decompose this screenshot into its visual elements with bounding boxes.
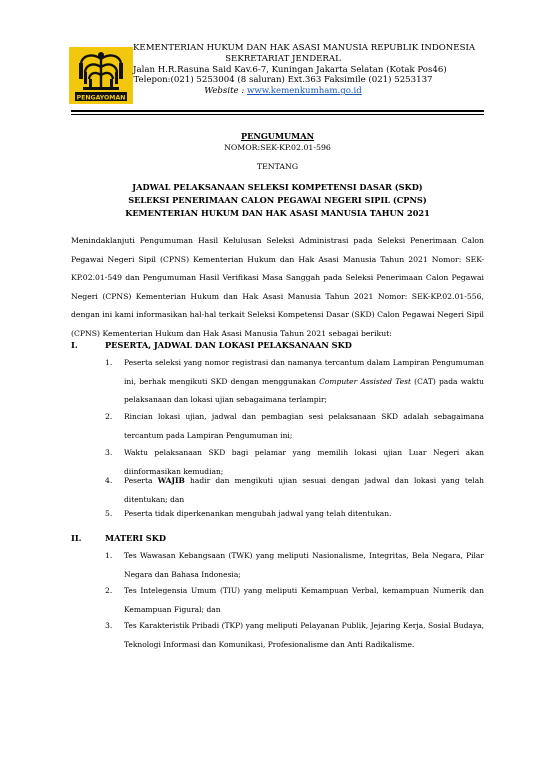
section-1-item-1-number: 1. [105, 358, 113, 367]
section-1-item-3: Waktu pelaksanaan SKD bagi pelamar yang memilih lokasi ujian Luar Negeri akan diinformasikan kemudian; [124, 448, 484, 476]
pengayoman-emblem-icon [69, 47, 133, 104]
announcement-number: NOMOR:SEK-KP.02.01-596 [224, 143, 331, 152]
letterhead-text [133, 43, 476, 97]
emphasis-wajib: WAJIB [157, 476, 185, 485]
section-1-item-2-number: 2. [105, 412, 113, 421]
section-1-item-4-number: 4. [105, 476, 113, 485]
announcement-subject-line-1: JADWAL PELAKSANAAN SELEKSI KOMPETENSI DASAR (SKD) [132, 182, 423, 192]
intro-paragraph: Menindaklanjuti Pengumuman Hasil Kelulusan Seleksi Administrasi pada Seleksi Penerimaan Calon Pegawai Negeri Sipil (CPNS) Kementerian Hukum dan Hak Asasi Manusia Tahun 2021 Nomor: SEK-KP.02.01-549 dan Pengumuman Hasil Verifikasi Masa Sanggah pada Seleksi Penerimaan Calon Pegawai Negeri (CPNS) Kementerian Hukum dan Hak Asasi Manusia Tahun 2021 Nomor: SEK-KP.02.01-556, dengan ini kami informasikan hal-hal terkait Seleksi Kompetensi Dasar (SKD) Calon Pegawai Negeri Sipil (CPNS) Kementerian Hukum dan Hak Asasi Manusia Tahun 2021 sebagai berikut: [71, 236, 484, 338]
section-1-item-5-number: 5. [105, 509, 113, 518]
section-1-item-4: Peserta WAJIB hadir dan mengikuti ujian sesuai dengan jadwal dan lokasi yang telah ditentukan; dan [124, 476, 485, 504]
announcement-title: PENGUMUMAN [240, 131, 315, 141]
section-2-item-3: Tes Karakteristik Pribadi (TKP) yang meliputi Pelayanan Publik, Jejaring Kerja, Sosial Budaya, Teknologi Informasi dan Komunikasi, Profesionalisme dan Anti Radikalisme. [124, 621, 484, 649]
logo-caption: PENGAYOMAN [76, 94, 126, 102]
section-1-item-5: Peserta tidak diperkenankan mengubah jadwal yang telah ditentukan. [124, 509, 392, 518]
website-label: Website : [204, 86, 247, 97]
section-2-item-1-number: 1. [105, 551, 113, 560]
announcement-subject-line-3: KEMENTERIAN HUKUM DAN HAK ASASI MANUSIA TAHUN 2021 [125, 208, 430, 218]
letterhead-divider-thick [71, 110, 484, 112]
section-1-title: PESERTA, JADWAL DAN LOKASI PELAKSANAAN SKD [105, 340, 352, 350]
section-1-item-2: Rincian lokasi ujian, jadwal dan pembagian sesi pelaksanaan SKD adalah sebagaimana tercantum pada Lampiran Pengumuman ini; [124, 412, 484, 440]
section-2-number: II. [71, 533, 82, 543]
section-2-item-1: Tes Wawasan Kebangsaan (TWK) yang meliputi Nasionalisme, Integritas, Bela Negara, Pilar Negara dan Bahasa Indonesia; [124, 551, 484, 579]
section-1-number: I. [71, 340, 78, 350]
emphasis-cat: Computer Assisted Test [319, 376, 411, 386]
announcement-subject-line-2: SELEKSI PENERIMAAN CALON PEGAWAI NEGERI SIPIL (CPNS) [128, 195, 427, 205]
letterhead-ministry: KEMENTERIAN HUKUM DAN HAK ASASI MANUSIA REPUBLIK INDONESIA [133, 43, 476, 53]
letterhead-address: Jalan H.R.Rasuna Said Kav.6-7, Kuningan Jakarta Selatan (Kotak Pos46) [133, 64, 447, 75]
section-1-item-1: Peserta seleksi yang nomor registrasi dan namanya tercantum dalam Lampiran Pengumuman ini, berhak mengikuti SKD dengan menggunakan Computer Assisted Test (CAT) pada waktu pelaksanaan dan lokasi ujian sebagaimana terlampir; [124, 358, 484, 404]
letterhead-secretariat: SEKRETARIAT JENDERAL [225, 53, 341, 64]
section-1-item-3-number: 3. [105, 448, 113, 457]
section-2-title: MATERI SKD [105, 533, 166, 543]
announcement-about: TENTANG [256, 162, 299, 171]
letterhead-phone: Telepon:(021) 5253004 (8 saluran) Ext.363 Faksimile (021) 5253137 [133, 75, 433, 86]
letterhead-divider-thin [71, 114, 484, 115]
website-link[interactable]: www.kemenkumham.go.id [247, 86, 362, 97]
section-2-item-2-number: 2. [105, 586, 113, 595]
section-2-item-3-number: 3. [105, 621, 113, 630]
section-2-item-2: Tes Intelegensia Umum (TIU) yang meliputi Kemampuan Verbal, kemampuan Numerik dan Kemampuan Figural; dan [124, 586, 484, 614]
letterhead-website [133, 86, 433, 97]
